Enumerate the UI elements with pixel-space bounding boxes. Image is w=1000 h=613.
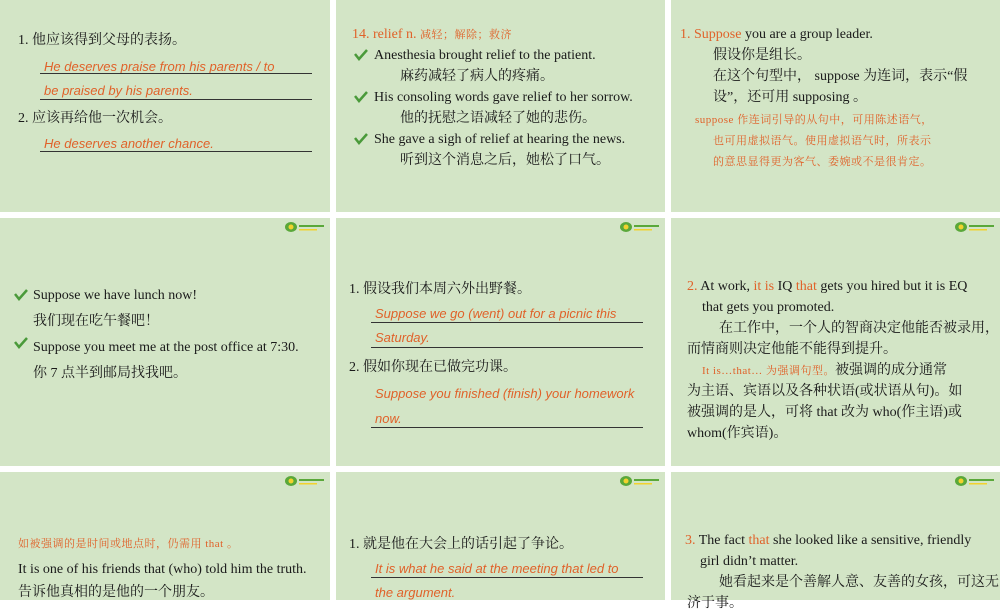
example-en: It is one of his friends that (who) told him the truth.	[18, 562, 307, 577]
answer-underline	[371, 427, 643, 428]
example-2-en: Suppose you meet me at the post office at 7:30.	[33, 340, 299, 355]
grammar-note-line: suppose 作连词引导的从句中，可用陈述语气，	[695, 114, 933, 126]
grammar-note-line: 的意思显得更为客气、委婉或不是很肯定。	[713, 156, 932, 168]
grammar-explanation-line	[702, 362, 947, 380]
answer-underline	[371, 577, 643, 578]
grammar-sentence: you are a group leader.	[741, 27, 873, 42]
grammar-explanation-line: 为主语、宾语以及各种状语(或状语从句)。如	[687, 384, 963, 399]
check-bullet-icon	[354, 132, 368, 146]
grammar-keyword: 1. Suppose	[680, 27, 742, 42]
answer-underline	[371, 322, 643, 323]
answer-underline	[40, 73, 312, 74]
check-bullet-icon	[14, 336, 28, 350]
grammar-note: It is…that… 为强调句型。	[702, 365, 836, 377]
answer-1-line-2: Saturday.	[375, 330, 430, 345]
vocab-heading	[352, 26, 512, 44]
answer-2: He deserves another chance.	[44, 136, 214, 151]
check-bullet-icon	[354, 48, 368, 62]
example-2-en: His consoling words gave relief to her sorrow.	[374, 90, 633, 105]
exercise-question-2: 2. 假如你现在已做完功课。	[349, 360, 517, 375]
sentence-part: she looked like a sensitive, friendly	[769, 533, 972, 548]
grammar-explanation-line: 被强调的是人，可将 that 改为 who(作主语)或	[687, 405, 962, 420]
grammar-example-cont: that gets you promoted.	[702, 300, 835, 315]
publisher-logo-icon	[284, 474, 326, 488]
slide-emphasis-grammar[interactable]	[671, 218, 1000, 466]
publisher-logo-icon	[284, 220, 326, 234]
grammar-translation: 假设你是组长。	[713, 48, 811, 63]
sentence-part: At work,	[697, 279, 754, 294]
exercise-question-1: 1. 假设我们本周六外出野餐。	[349, 282, 531, 297]
emphasis-keyword: it is	[753, 279, 775, 294]
grammar-translation: 而情商则决定他能不能得到提升。	[687, 342, 897, 357]
example-1-en: Suppose we have lunch now!	[33, 288, 198, 303]
answer-1-line-2: the argument.	[375, 585, 456, 600]
slide-relief-vocab[interactable]	[336, 0, 665, 212]
example-3-en: She gave a sigh of relief at hearing the news.	[374, 132, 626, 147]
vocab-meaning: 减轻；解除；救济	[420, 29, 513, 41]
sentence-part: IQ	[774, 279, 796, 294]
sentence-part: The fact	[695, 533, 749, 548]
answer-2-line-2: now.	[375, 411, 402, 426]
answer-1-line-1: He deserves praise from his parents / to	[44, 59, 275, 74]
grammar-explanation-line	[713, 68, 967, 86]
grammar-note: 如被强调的是时间或地点时，仍需用 that 。	[18, 538, 239, 550]
keyword: that	[748, 533, 770, 548]
answer-underline	[371, 347, 643, 348]
exercise-question-1: 1. 就是他在大会上的话引起了争论。	[349, 537, 573, 552]
grammar-note: 被强调的成分通常	[835, 363, 948, 378]
grammar-note-line: 也可用虚拟语气。使用虚拟语气时，所表示	[713, 135, 932, 147]
answer-2-line-1: Suppose you finished (finish) your homework	[375, 386, 635, 401]
explanation-part: suppose 为连词，表示“假	[814, 69, 968, 84]
exercise-question-2: 2. 应该再给他一次机会。	[18, 111, 172, 126]
example-number: 3.	[685, 533, 696, 548]
check-bullet-icon	[14, 288, 28, 302]
grammar-example	[687, 278, 967, 296]
exercise-question-1: 1. 他应该得到父母的表扬。	[18, 33, 186, 48]
example-cn: 告诉他真相的是他的一个朋友。	[18, 585, 214, 600]
example-1-en: Anesthesia brought relief to the patient.	[374, 48, 596, 63]
slide-the-fact-that[interactable]	[671, 472, 1000, 611]
grammar-explanation-line: whom(作宾语)。	[687, 426, 788, 441]
grammar-translation: 济于事。	[687, 596, 743, 611]
slide-suppose-exercises[interactable]	[336, 218, 665, 466]
example-3-cn: 听到这个消息之后，她松了口气。	[400, 153, 610, 168]
slide-deserve-exercises[interactable]	[0, 0, 330, 212]
slide-suppose-grammar[interactable]	[671, 0, 1000, 212]
example-2-cn: 他的抚慰之语减轻了她的悲伤。	[400, 111, 596, 126]
answer-1-line-1: It is what he said at the meeting that led to	[375, 561, 619, 576]
answer-1-line-2: be praised by his parents.	[44, 83, 193, 98]
explanation-part: 在这个句型中，	[713, 69, 811, 84]
slide-emphasis-note[interactable]	[0, 472, 330, 600]
grammar-translation: 她看起来是个善解人意、友善的女孩，可这无	[719, 575, 999, 590]
check-bullet-icon	[354, 90, 368, 104]
publisher-logo-icon	[954, 474, 996, 488]
sentence-part: gets you hired but it is EQ	[816, 279, 968, 294]
answer-1-line-1: Suppose we go (went) out for a picnic this	[375, 306, 617, 321]
slide-suppose-examples[interactable]	[0, 218, 330, 466]
example-2-cn: 你 7 点半到邮局找我吧。	[33, 366, 187, 381]
vocab-word: 14. relief n.	[352, 27, 417, 42]
example-number: 2.	[687, 279, 698, 294]
grammar-example	[680, 26, 873, 44]
answer-underline	[40, 99, 312, 100]
publisher-logo-icon	[619, 220, 661, 234]
grammar-example-cont: girl didn’t matter.	[700, 554, 799, 569]
publisher-logo-icon	[954, 220, 996, 234]
example-1-cn: 麻药减轻了病人的疼痛。	[400, 69, 554, 84]
answer-underline	[40, 151, 312, 152]
slide-emphasis-exercise[interactable]	[336, 472, 665, 600]
publisher-logo-icon	[619, 474, 661, 488]
emphasis-keyword: that	[795, 279, 817, 294]
grammar-translation: 在工作中，一个人的智商决定他能否被录用，	[719, 321, 999, 336]
example-1-cn: 我们现在吃午餐吧！	[33, 314, 159, 329]
grammar-example	[685, 532, 971, 550]
grammar-explanation-line: 设”，还可用 supposing 。	[713, 90, 867, 105]
